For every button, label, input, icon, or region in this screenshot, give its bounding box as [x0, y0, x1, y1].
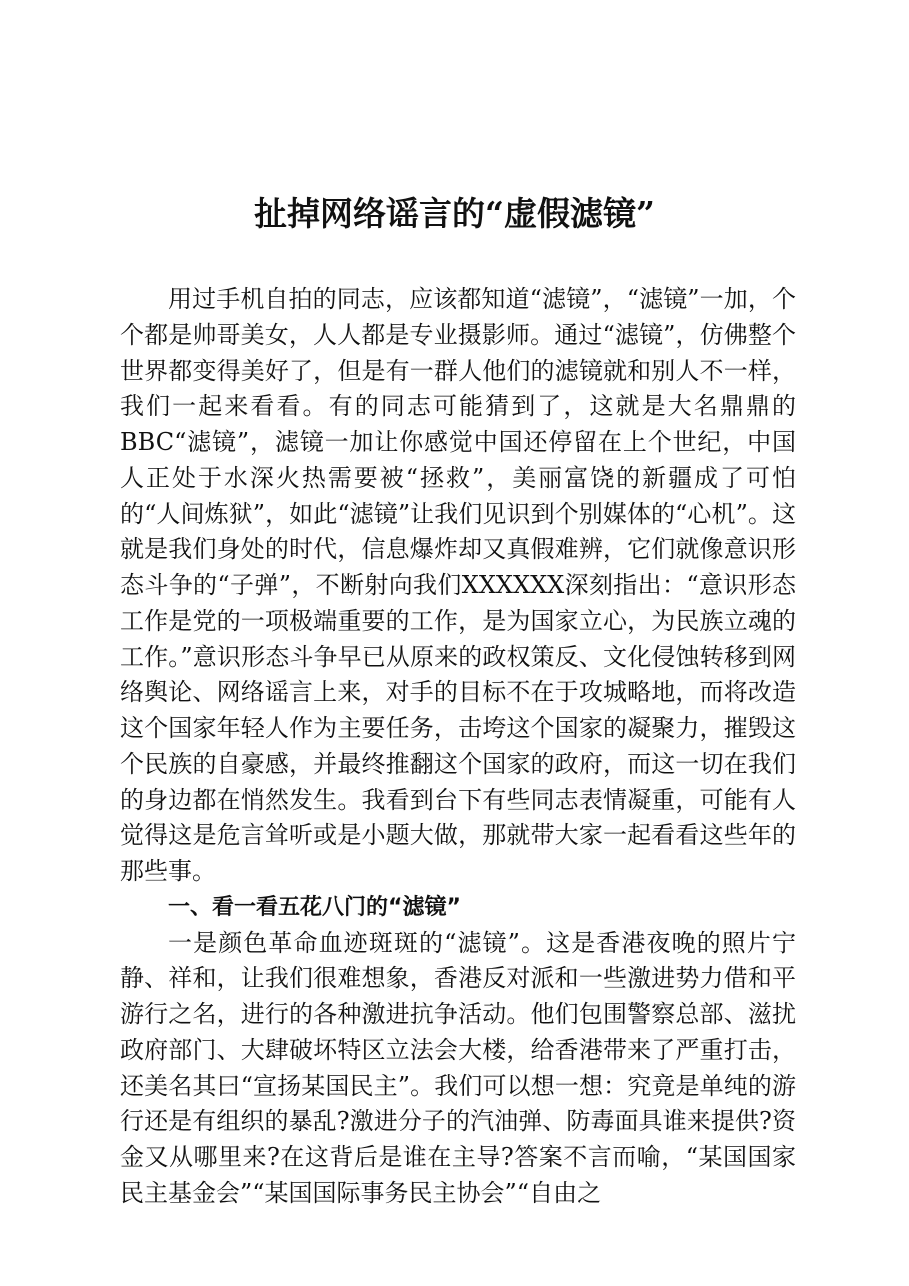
paragraph-1: 用过手机自拍的同志，应该都知道“滤镜”，“滤镜”一加，个个都是帅哥美女，人人都是专业摄影师。通过“滤镜”，仿佛整个世界都变得美好了，但是有一群人他们的滤镜就和别人不一样，我们一起来看看。有的同志可能猜到了，这就是大名鼎鼎的BBC“滤镜”，滤镜一加让你感觉中国还停留在上个世纪，中国人正处于水深火热需要被“拯救”，美丽富饶的新疆成了可怕的“人间炼狱”，如此“滤镜”让我们见识到个别媒体的“心机”。这就是我们身处的时代，信息爆炸却又真假难辨，它们就像意识形态斗争的“子弹”，不断射向我们XXXXXX深刻指出：“意识形态工作是党的一项极端重要的工作，是为国家立心，为民族立魂的工作。”意识形态斗争早已从原来的政权策反、文化侵蚀转移到网络舆论、网络谣言上来，对手的目标不在于攻城略地，而将改造这个国家年轻人作为主要任务，击垮这个国家的凝聚力，摧毁这个民族的自豪感，并最终推翻这个国家的政府，而这一切在我们的身边都在悄然发生。我看到台下有些同志表情凝重，可能有人觉得这是危言耸听或是小题大做，那就带大家一起看看这些年的那些事。	[120, 285, 796, 885]
document-body	[120, 282, 796, 1212]
document-title: 扯掉网络谣言的“虚假滤镜”	[254, 194, 655, 233]
section-heading-1: 一、看一看五花八门的“滤镜”	[168, 894, 461, 920]
paragraph-2: 一是颜色革命血迹斑斑的“滤镜”。这是香港夜晚的照片宁静、祥和，让我们很难想象，香港反对派和一些激进势力借和平游行之名，进行的各种激进抗争活动。他们包围警察总部、滋扰政府部门、大肆破坏特区立法会大楼，给香港带来了严重打击，还美名其曰“宣扬某国民主”。我们可以想一想：究竟是单纯的游行还是有组织的暴乱?激进分子的汽油弹、防毒面具谁来提供?资金又从哪里来?在这背后是谁在主导?答案不言而喻，“某国国家民主基金会”“某国国际事务民主协会”“自由之	[120, 928, 796, 1207]
